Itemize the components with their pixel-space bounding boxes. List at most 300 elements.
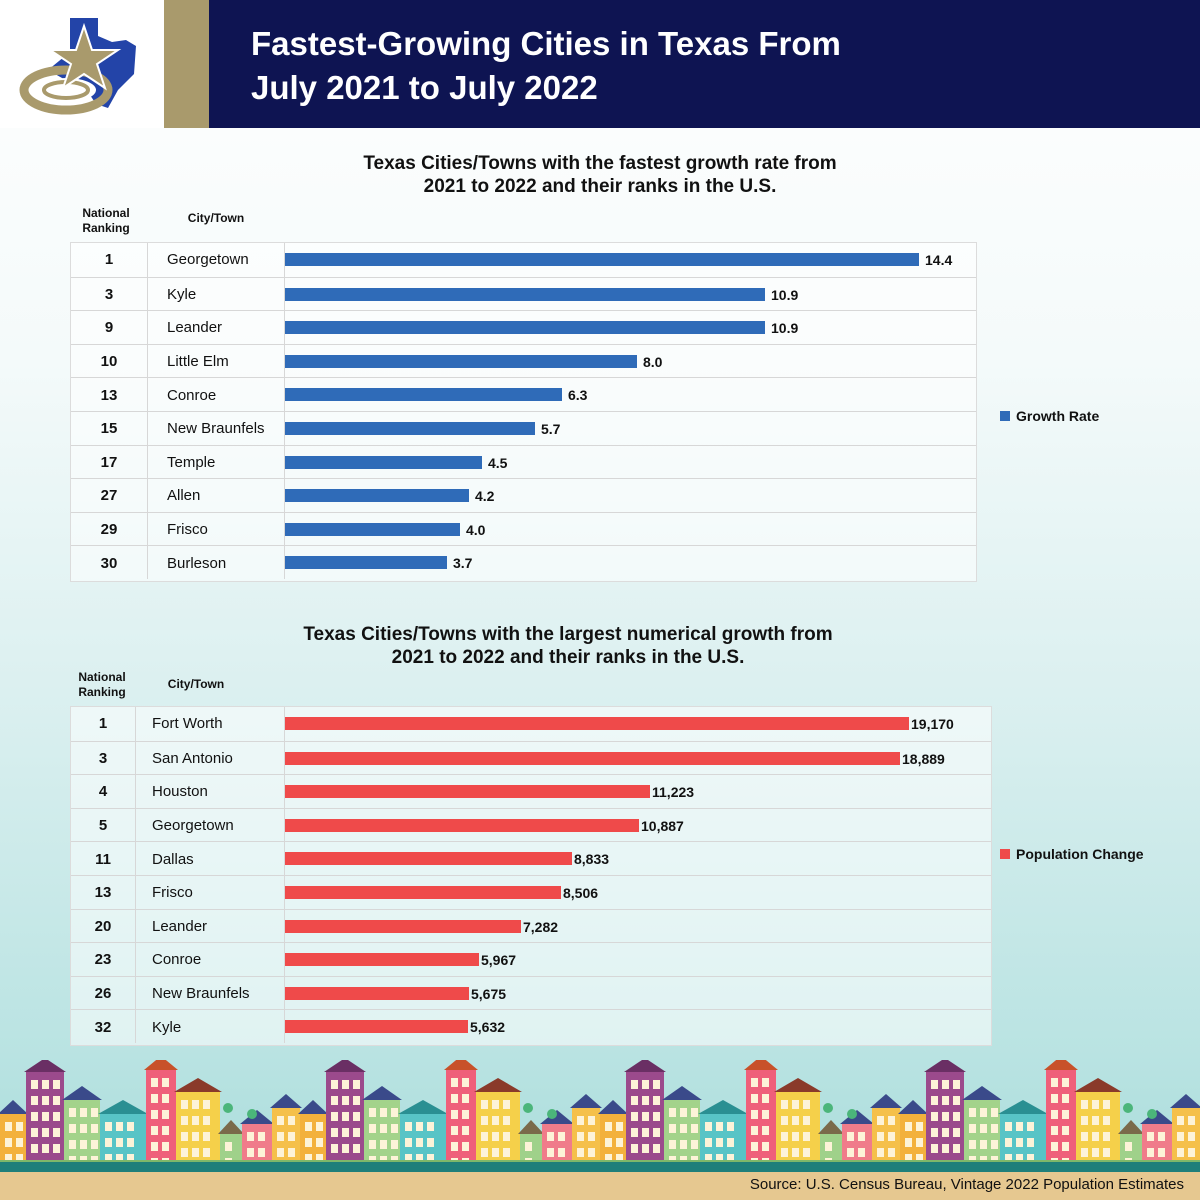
window <box>577 1116 584 1125</box>
chart1-row <box>71 377 976 412</box>
window <box>680 1140 687 1149</box>
roof <box>598 1100 628 1114</box>
chart2-rank: 3 <box>98 749 108 767</box>
roof <box>898 1100 928 1114</box>
window <box>547 1148 554 1157</box>
window <box>605 1138 612 1147</box>
window <box>16 1138 23 1147</box>
window <box>669 1108 676 1117</box>
window <box>31 1144 38 1153</box>
chart2-city: Houston <box>152 783 208 801</box>
chart1-row <box>71 310 976 345</box>
chart1-rank: 13 <box>100 386 118 404</box>
window <box>751 1126 758 1135</box>
chart2-legend-swatch <box>1000 849 1010 859</box>
window <box>1016 1138 1023 1147</box>
window <box>380 1108 387 1117</box>
window <box>1062 1142 1069 1151</box>
chart1-value-label: 14.4 <box>925 252 953 268</box>
window <box>503 1100 510 1109</box>
window <box>492 1148 499 1157</box>
window <box>1027 1138 1034 1147</box>
chart2-bar <box>284 785 650 798</box>
window <box>605 1122 612 1131</box>
roof <box>540 1110 574 1124</box>
window <box>162 1126 169 1135</box>
window <box>751 1142 758 1151</box>
chart2-city: Leander <box>152 917 208 935</box>
window <box>969 1140 976 1149</box>
chart2-row <box>71 1009 991 1044</box>
window <box>69 1140 76 1149</box>
roof <box>324 1060 366 1072</box>
chart2-city: Kyle <box>152 1018 182 1036</box>
window <box>1092 1132 1099 1141</box>
tree-top <box>247 1109 257 1119</box>
window <box>669 1140 676 1149</box>
window <box>762 1094 769 1103</box>
chart1-rank: 17 <box>100 453 118 471</box>
roof <box>362 1086 402 1100</box>
chart1-rank: 27 <box>100 487 118 505</box>
tree-top <box>1147 1109 1157 1119</box>
chart1-city: Burleson <box>167 554 227 572</box>
page-title-line1: Fastest-Growing Cities in Texas From <box>251 25 841 62</box>
window <box>653 1112 660 1121</box>
window <box>53 1128 60 1137</box>
window <box>1125 1142 1132 1151</box>
window <box>588 1132 595 1141</box>
window <box>1027 1122 1034 1131</box>
chart1-city: Frisco <box>167 521 208 539</box>
chart1-legend <box>1000 408 1099 424</box>
window <box>405 1138 412 1147</box>
chart2-city: Frisco <box>152 884 193 902</box>
roof <box>444 1060 478 1070</box>
chart2-rank: 5 <box>98 817 108 835</box>
window <box>42 1080 49 1089</box>
window <box>953 1128 960 1137</box>
window <box>162 1142 169 1151</box>
window <box>331 1096 338 1105</box>
chart1-value-label: 10.9 <box>771 320 799 337</box>
chart1-rank: 30 <box>100 554 118 572</box>
chart2-bar <box>284 819 639 832</box>
window <box>803 1132 810 1141</box>
window <box>781 1116 788 1125</box>
chart2-rank: 11 <box>95 850 111 868</box>
window <box>877 1132 884 1141</box>
chart2-city: Conroe <box>152 951 202 969</box>
house <box>272 1108 300 1164</box>
window <box>1147 1132 1154 1141</box>
chart1-value-label: 4.5 <box>488 454 508 471</box>
chart2-bar <box>284 1020 468 1033</box>
chart2-row <box>71 875 991 910</box>
window <box>1051 1094 1058 1103</box>
chart1-value-label: 8.0 <box>643 353 663 370</box>
roof <box>398 1100 448 1114</box>
window <box>353 1128 360 1137</box>
window <box>305 1122 312 1131</box>
window <box>151 1078 158 1087</box>
window <box>342 1144 349 1153</box>
house <box>746 1070 776 1164</box>
window <box>631 1112 638 1121</box>
window <box>953 1144 960 1153</box>
house <box>1046 1070 1076 1164</box>
tree-top <box>523 1103 533 1113</box>
chart1-legend-label: Growth Rate <box>1016 408 1100 424</box>
roof <box>744 1060 778 1070</box>
window <box>631 1096 638 1105</box>
chart2-bar <box>284 752 900 765</box>
window <box>1092 1100 1099 1109</box>
window <box>905 1122 912 1131</box>
page-title-line2: July 2021 to July 2022 <box>251 69 598 106</box>
window <box>991 1124 998 1133</box>
chart2-title-line1: Texas Cities/Towns with the largest numerical growth from <box>303 624 833 645</box>
chart1-value-label: 4.2 <box>475 488 495 505</box>
window <box>803 1116 810 1125</box>
window <box>203 1132 210 1141</box>
chart1-city: Little Elm <box>167 353 229 371</box>
window <box>980 1124 987 1133</box>
roof <box>1140 1110 1174 1124</box>
window <box>931 1128 938 1137</box>
window <box>16 1122 23 1131</box>
window <box>462 1078 469 1087</box>
chart1-city: Leander <box>167 319 223 337</box>
window <box>888 1148 895 1157</box>
window <box>331 1112 338 1121</box>
window <box>1103 1132 1110 1141</box>
window <box>481 1100 488 1109</box>
window <box>905 1138 912 1147</box>
roof <box>1044 1060 1078 1070</box>
roof <box>98 1100 148 1114</box>
window <box>258 1132 265 1141</box>
window <box>642 1128 649 1137</box>
chart1-rank: 29 <box>100 521 118 539</box>
window <box>858 1148 865 1157</box>
chart1-bar <box>284 489 469 502</box>
chart2-city: Georgetown <box>152 817 234 835</box>
window <box>151 1142 158 1151</box>
chart1-rank: 1 <box>104 251 114 269</box>
window <box>577 1132 584 1141</box>
window <box>481 1116 488 1125</box>
window <box>1051 1126 1058 1135</box>
chart2-rank: 4 <box>98 783 108 801</box>
window <box>1051 1078 1058 1087</box>
logo <box>0 0 164 128</box>
window <box>451 1094 458 1103</box>
window <box>588 1116 595 1125</box>
window <box>331 1128 338 1137</box>
chart1-row <box>71 478 976 513</box>
window <box>416 1138 423 1147</box>
chart1-rank: 15 <box>100 420 118 438</box>
window <box>588 1148 595 1157</box>
window <box>31 1080 38 1089</box>
window <box>727 1138 734 1147</box>
window <box>716 1138 723 1147</box>
roof <box>218 1120 244 1134</box>
window <box>1005 1138 1012 1147</box>
house <box>242 1124 272 1164</box>
window <box>1062 1078 1069 1087</box>
roof <box>818 1120 844 1134</box>
window <box>803 1100 810 1109</box>
window <box>631 1080 638 1089</box>
window <box>277 1132 284 1141</box>
chart2-row <box>71 808 991 843</box>
chart2-title <box>0 623 1168 669</box>
window <box>1147 1148 1154 1157</box>
window <box>1103 1100 1110 1109</box>
house <box>872 1108 900 1164</box>
window <box>42 1096 49 1105</box>
window <box>751 1110 758 1119</box>
window <box>247 1132 254 1141</box>
window <box>53 1080 60 1089</box>
roof <box>144 1060 178 1070</box>
window <box>691 1140 698 1149</box>
window <box>792 1148 799 1157</box>
window <box>91 1108 98 1117</box>
title-bar <box>209 0 1200 128</box>
roof <box>1170 1094 1200 1108</box>
window <box>288 1148 295 1157</box>
chart1-title <box>0 152 1200 198</box>
window <box>691 1124 698 1133</box>
window <box>1016 1122 1023 1131</box>
window <box>31 1096 38 1105</box>
window <box>405 1122 412 1131</box>
chart2-rank: 13 <box>94 884 112 902</box>
window <box>631 1128 638 1137</box>
chart2-row <box>71 942 991 977</box>
window <box>451 1078 458 1087</box>
window <box>462 1126 469 1135</box>
house <box>146 1070 176 1164</box>
window <box>151 1110 158 1119</box>
window <box>953 1112 960 1121</box>
window <box>203 1100 210 1109</box>
header <box>0 0 1200 128</box>
chart1-bar <box>284 456 482 469</box>
window <box>342 1128 349 1137</box>
chart2-row <box>71 841 991 876</box>
window <box>931 1112 938 1121</box>
window <box>162 1094 169 1103</box>
window <box>151 1126 158 1135</box>
window <box>669 1124 676 1133</box>
window <box>492 1132 499 1141</box>
window <box>705 1122 712 1131</box>
chart1-row <box>71 243 976 277</box>
house <box>1142 1124 1172 1164</box>
window <box>181 1100 188 1109</box>
window <box>391 1108 398 1117</box>
roof <box>870 1094 902 1108</box>
window <box>481 1132 488 1141</box>
window <box>781 1148 788 1157</box>
window <box>492 1116 499 1125</box>
chart2-bar <box>284 920 521 933</box>
ground-strip <box>0 1162 1200 1172</box>
chart2-row <box>71 774 991 809</box>
chart2-row <box>71 741 991 776</box>
house <box>572 1108 600 1164</box>
window <box>847 1148 854 1157</box>
window <box>69 1108 76 1117</box>
roof <box>570 1094 602 1108</box>
chart1-city: Conroe <box>167 386 217 404</box>
window <box>116 1138 123 1147</box>
chart1-bar <box>284 388 562 401</box>
window <box>305 1138 312 1147</box>
window <box>288 1132 295 1141</box>
window <box>427 1138 434 1147</box>
chart1-value-label: 3.7 <box>453 555 473 572</box>
roof <box>1118 1120 1144 1134</box>
window <box>151 1094 158 1103</box>
window <box>942 1080 949 1089</box>
window <box>181 1132 188 1141</box>
chart1-rank: 10 <box>100 353 118 371</box>
window <box>80 1108 87 1117</box>
window <box>1188 1116 1195 1125</box>
chart2-city: Fort Worth <box>152 715 223 733</box>
window <box>931 1080 938 1089</box>
window <box>653 1128 660 1137</box>
window <box>916 1138 923 1147</box>
window <box>858 1132 865 1141</box>
chart2-rank: 20 <box>94 917 112 935</box>
window <box>916 1122 923 1131</box>
roof <box>924 1060 966 1072</box>
window <box>931 1096 938 1105</box>
chart1-value-label: 4.0 <box>466 521 486 538</box>
window <box>616 1138 623 1147</box>
window <box>727 1122 734 1131</box>
window <box>203 1116 210 1125</box>
window <box>642 1144 649 1153</box>
window <box>942 1112 949 1121</box>
window <box>1081 1148 1088 1157</box>
window <box>31 1128 38 1137</box>
window <box>877 1148 884 1157</box>
window <box>353 1144 360 1153</box>
chart1-city: Temple <box>167 453 216 471</box>
window <box>42 1112 49 1121</box>
chart2-city: New Braunfels <box>152 985 250 1003</box>
chart1-city: Allen <box>167 487 201 505</box>
window <box>503 1148 510 1157</box>
window <box>653 1144 660 1153</box>
roof <box>624 1060 666 1072</box>
chart2-bar <box>284 953 479 966</box>
tree-top <box>1123 1103 1133 1113</box>
chart2-table <box>70 706 992 1046</box>
window <box>616 1122 623 1131</box>
roof <box>240 1110 274 1124</box>
roof <box>774 1078 822 1092</box>
window <box>1092 1116 1099 1125</box>
window <box>353 1080 360 1089</box>
window <box>391 1124 398 1133</box>
window <box>53 1112 60 1121</box>
window <box>969 1108 976 1117</box>
window <box>342 1112 349 1121</box>
chart2-rank: 26 <box>94 985 112 1003</box>
chart1-bar <box>284 523 460 536</box>
window <box>127 1138 134 1147</box>
window <box>53 1096 60 1105</box>
window <box>91 1140 98 1149</box>
roof <box>0 1100 28 1114</box>
window <box>1081 1116 1088 1125</box>
roof <box>1074 1078 1122 1092</box>
window <box>942 1128 949 1137</box>
source-note: Source: U.S. Census Bureau, Vintage 2022 Population Estimates <box>749 1176 1184 1193</box>
window <box>1081 1100 1088 1109</box>
window <box>888 1132 895 1141</box>
window <box>1062 1094 1069 1103</box>
window <box>680 1124 687 1133</box>
window <box>369 1140 376 1149</box>
window <box>331 1080 338 1089</box>
chart1-bar <box>284 253 919 266</box>
roof <box>840 1110 874 1124</box>
window <box>762 1126 769 1135</box>
window <box>42 1144 49 1153</box>
window <box>991 1108 998 1117</box>
window <box>888 1116 895 1125</box>
chart1-column-divider <box>284 243 285 579</box>
tree-top <box>547 1109 557 1119</box>
window <box>277 1148 284 1157</box>
window <box>69 1124 76 1133</box>
window <box>847 1132 854 1141</box>
chart2-value-label: 7,282 <box>523 918 559 935</box>
window <box>353 1096 360 1105</box>
window <box>192 1132 199 1141</box>
window <box>558 1148 565 1157</box>
chart1-city: Kyle <box>167 285 197 303</box>
window <box>680 1108 687 1117</box>
window <box>192 1148 199 1157</box>
chart2-row <box>71 976 991 1011</box>
window <box>691 1108 698 1117</box>
roof <box>998 1100 1048 1114</box>
roof <box>62 1086 102 1100</box>
chart2-title-line2: 2021 to 2022 and their ranks in the U.S. <box>391 647 745 668</box>
chart1-value-label: 6.3 <box>568 387 588 404</box>
window <box>705 1138 712 1147</box>
window <box>631 1144 638 1153</box>
window <box>380 1140 387 1149</box>
window <box>942 1096 949 1105</box>
window <box>451 1126 458 1135</box>
window <box>181 1148 188 1157</box>
chart2-bar <box>284 717 909 730</box>
window <box>653 1096 660 1105</box>
window <box>31 1112 38 1121</box>
window <box>751 1094 758 1103</box>
